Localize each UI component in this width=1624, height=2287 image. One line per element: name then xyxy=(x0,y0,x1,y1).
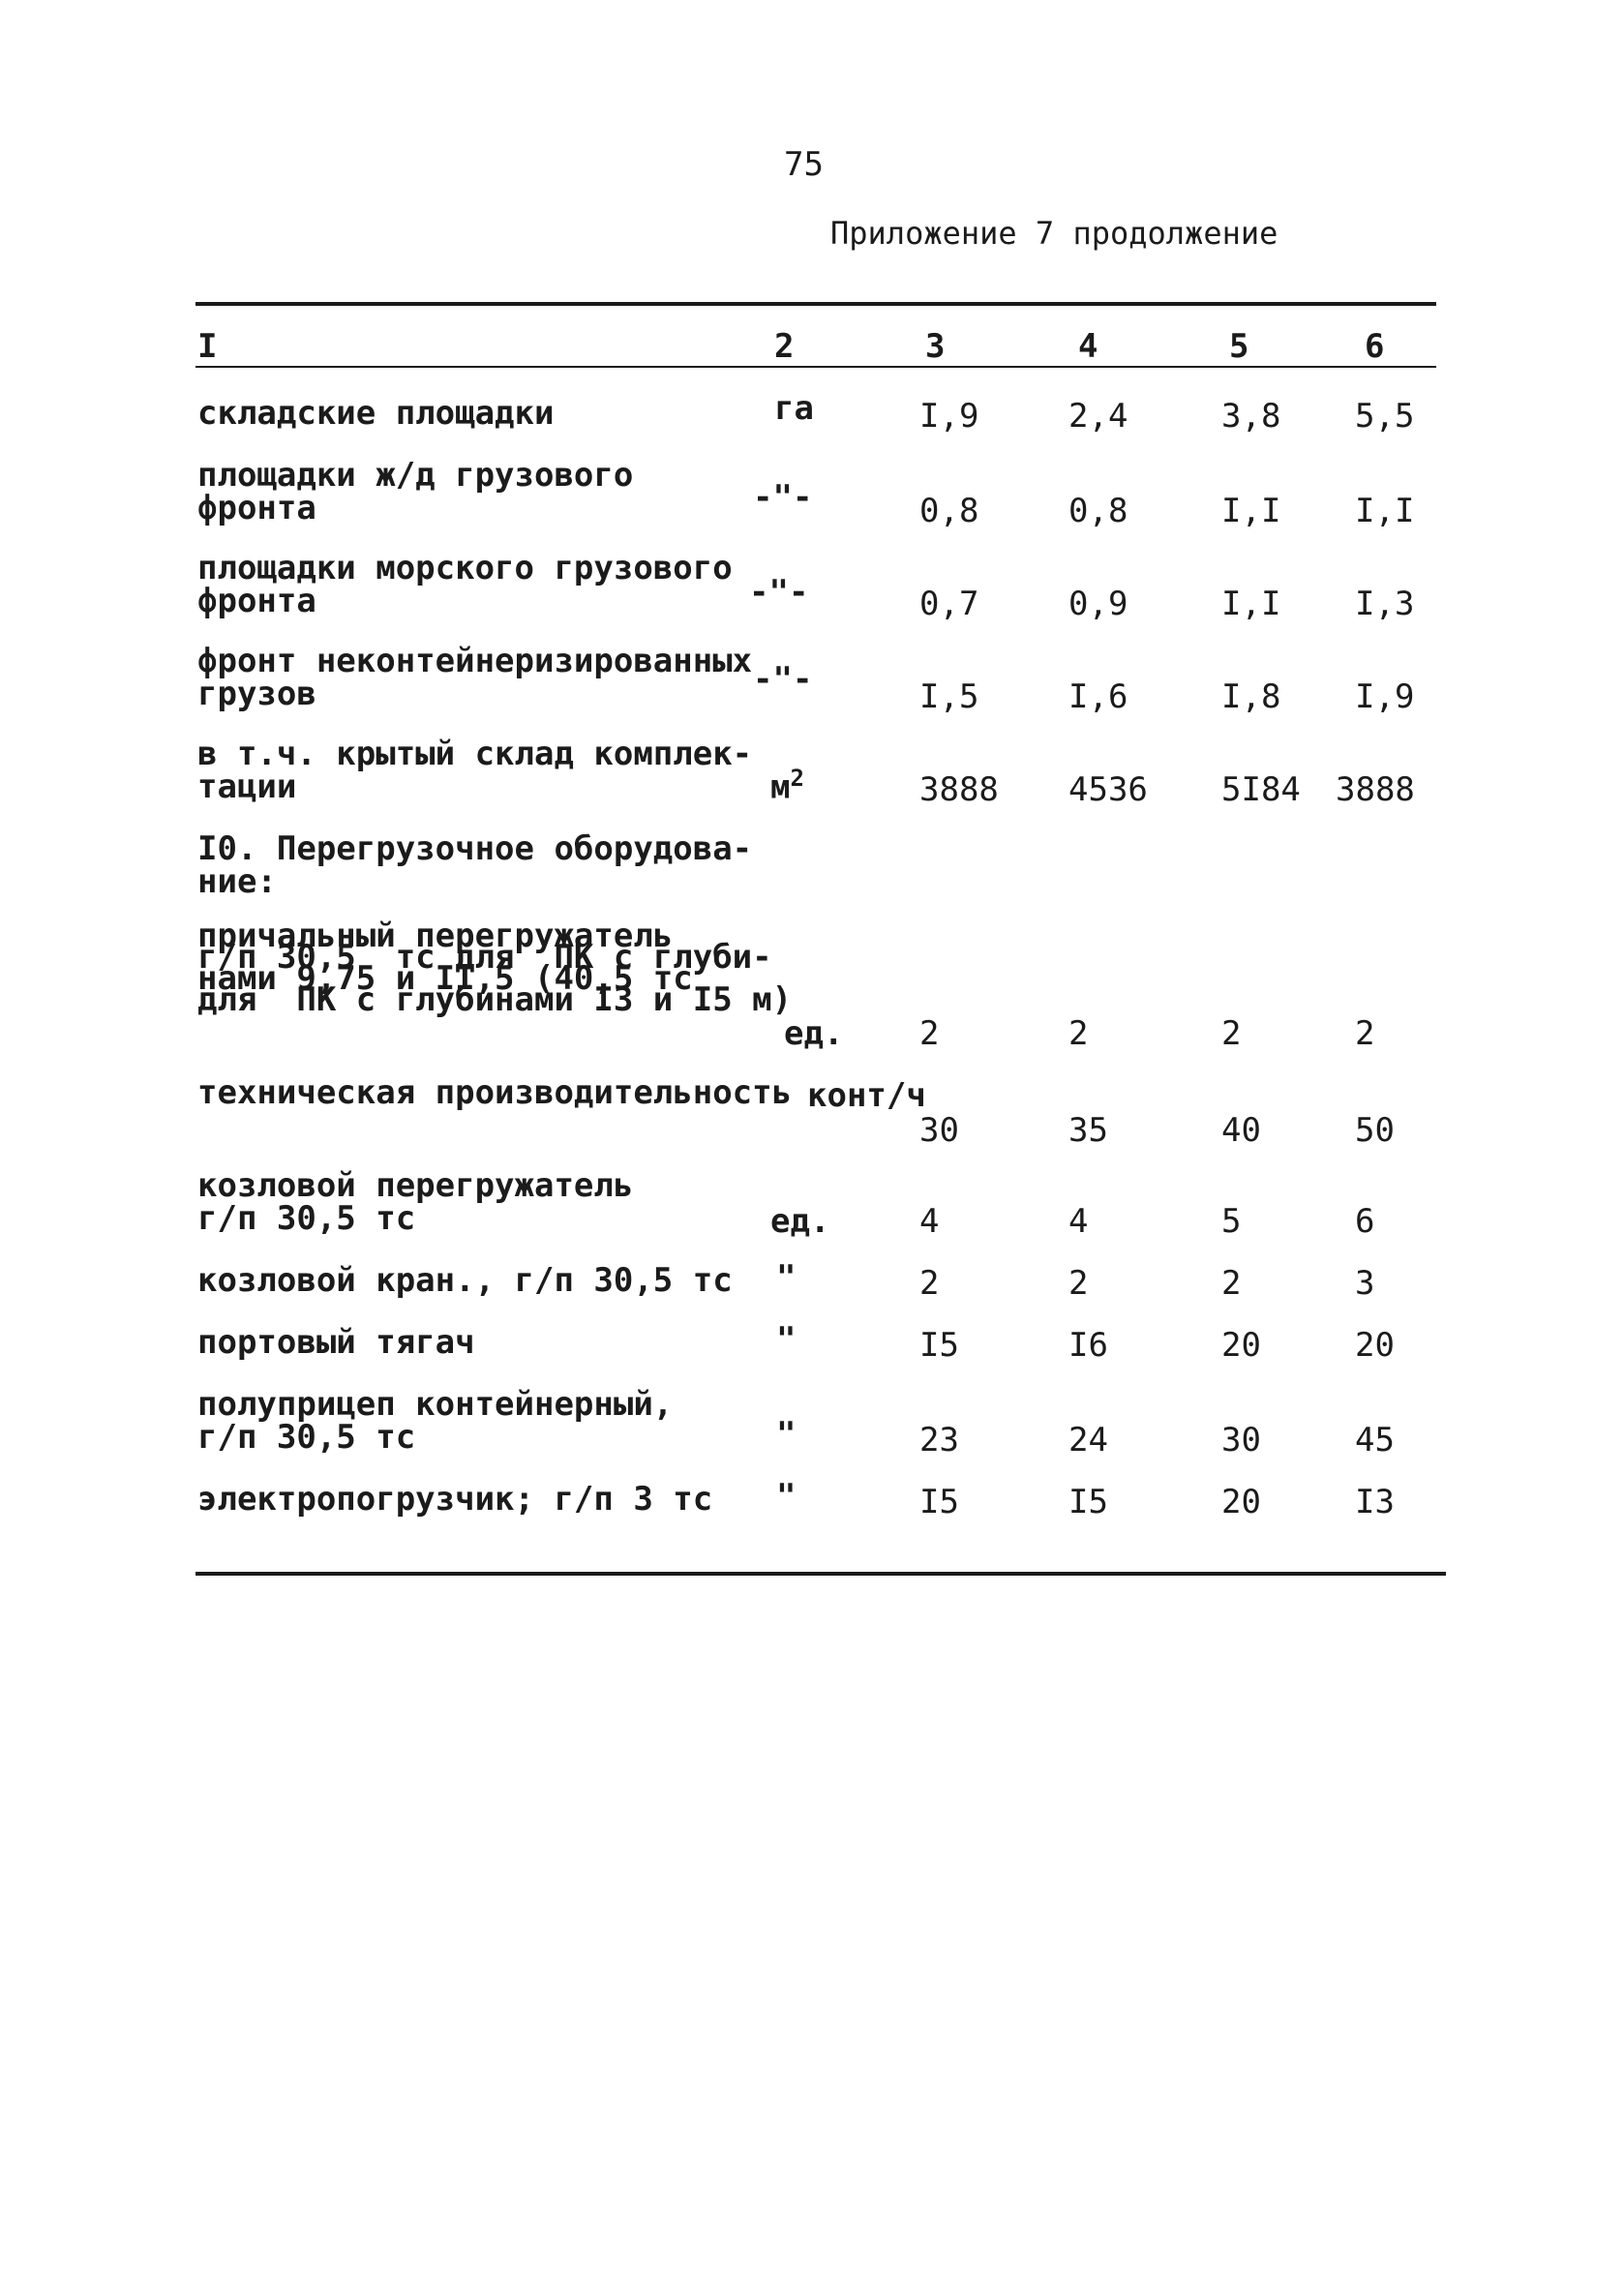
row-unit: га xyxy=(774,389,814,428)
cell-col3: 30 xyxy=(919,1111,959,1150)
cell-col5: I,I xyxy=(1221,585,1281,623)
row-label: фронт неконтейнеризированных грузов xyxy=(197,642,753,713)
row-label: складские площадки xyxy=(197,394,555,433)
cell-col6: 2 xyxy=(1355,1014,1375,1053)
cell-col5: I,I xyxy=(1221,492,1281,530)
cell-col3: 2 xyxy=(919,1264,940,1303)
cell-col4: 4 xyxy=(1068,1202,1089,1241)
col-header-2: 2 xyxy=(774,327,795,366)
section-heading: I0. Перегрузочное оборудова- ние: xyxy=(197,829,753,901)
row-unit: конт/ч xyxy=(807,1076,926,1115)
cell-col3: 0,7 xyxy=(919,585,979,623)
row-unit: " xyxy=(776,1320,797,1359)
row-label: площадки ж/д грузового фронта xyxy=(197,456,634,527)
row-unit: " xyxy=(776,1415,797,1454)
cell-col4: 2,4 xyxy=(1068,397,1128,436)
cell-col5: I,8 xyxy=(1221,677,1281,716)
cell-col6: I,I xyxy=(1355,492,1415,530)
header-rule xyxy=(195,366,1436,368)
cell-col5: 5I84 xyxy=(1221,770,1301,809)
cell-col4: 35 xyxy=(1068,1111,1108,1150)
row-label: электропогрузчик; г/п 3 тс xyxy=(197,1480,713,1519)
table-top-rule xyxy=(195,302,1436,306)
row-unit: -"- xyxy=(749,573,809,612)
cell-col4: 2 xyxy=(1068,1264,1089,1303)
row-unit xyxy=(770,765,804,806)
cell-col3: I5 xyxy=(919,1326,959,1365)
row-label: техническая производительность xyxy=(197,1073,793,1112)
row-label: полуприцеп контейнерный, г/п 30,5 тс xyxy=(197,1385,674,1457)
row-unit: " xyxy=(776,1477,797,1516)
row-label: козловой кран., г/п 30,5 тс xyxy=(197,1261,733,1300)
cell-col5: 20 xyxy=(1221,1483,1261,1521)
col-header-1: I xyxy=(197,327,218,366)
cell-col5: 20 xyxy=(1221,1326,1261,1365)
table-bottom-rule xyxy=(195,1572,1446,1576)
cell-col3: 0,8 xyxy=(919,492,979,530)
cell-col3: 23 xyxy=(919,1421,959,1459)
cell-col3: I,5 xyxy=(919,677,979,716)
cell-col4: 2 xyxy=(1068,1014,1089,1053)
cell-col3: 3888 xyxy=(919,770,999,809)
cell-col4: I,6 xyxy=(1068,677,1128,716)
cell-col5: 5 xyxy=(1221,1202,1242,1241)
row-label: площадки морского грузового фронта xyxy=(197,549,733,620)
col-header-3: 3 xyxy=(925,327,946,366)
cell-col6: I3 xyxy=(1355,1483,1395,1521)
cell-col6: 3888 xyxy=(1336,770,1415,809)
row-unit: -"- xyxy=(753,478,813,517)
row-label: портовый тягач xyxy=(197,1323,475,1362)
cell-col4: 0,8 xyxy=(1068,492,1128,530)
cell-col4: I6 xyxy=(1068,1326,1108,1365)
cell-col6: 45 xyxy=(1355,1421,1395,1459)
cell-col4: I5 xyxy=(1068,1483,1108,1521)
cell-col6: 3 xyxy=(1355,1264,1375,1303)
cell-col6: 20 xyxy=(1355,1326,1395,1365)
unit-base: м xyxy=(770,767,791,807)
row-unit: ед. xyxy=(784,1014,844,1053)
col-header-4: 4 xyxy=(1078,327,1098,366)
unit-superscript: 2 xyxy=(790,765,804,792)
cell-col3: 4 xyxy=(919,1202,940,1241)
cell-col6: 50 xyxy=(1355,1111,1395,1150)
row-label: козловой перегружатель г/п 30,5 тс xyxy=(197,1166,634,1238)
cell-col6: 6 xyxy=(1355,1202,1375,1241)
row-label: причальный перегружатель г/п 30,5 тс для ПК с глуби- нами 9,75 и II,5 (40,5 тс для ПК с глубинами I3 и I5 м) xyxy=(197,917,793,1019)
cell-col5: 2 xyxy=(1221,1014,1242,1053)
cell-col3: I5 xyxy=(919,1483,959,1521)
appendix-note: Приложение 7 продолжение xyxy=(830,215,1278,252)
page-number: 75 xyxy=(784,145,824,184)
cell-col3: 2 xyxy=(919,1014,940,1053)
cell-col4: 24 xyxy=(1068,1421,1108,1459)
col-header-6: 6 xyxy=(1365,327,1385,366)
cell-col5: 40 xyxy=(1221,1111,1261,1150)
cell-col5: 2 xyxy=(1221,1264,1242,1303)
row-unit: ед. xyxy=(770,1202,830,1241)
cell-col6: I,9 xyxy=(1355,677,1415,716)
cell-col6: 5,5 xyxy=(1355,397,1415,436)
row-unit: -"- xyxy=(753,660,813,699)
col-header-5: 5 xyxy=(1229,327,1249,366)
cell-col5: 30 xyxy=(1221,1421,1261,1459)
cell-col3: I,9 xyxy=(919,397,979,436)
row-unit: " xyxy=(776,1258,797,1297)
cell-col4: 4536 xyxy=(1068,770,1148,809)
cell-col4: 0,9 xyxy=(1068,585,1128,623)
row-label: в т.ч. крытый склад комплек- тации xyxy=(197,735,753,806)
cell-col5: 3,8 xyxy=(1221,397,1281,436)
cell-col6: I,3 xyxy=(1355,585,1415,623)
